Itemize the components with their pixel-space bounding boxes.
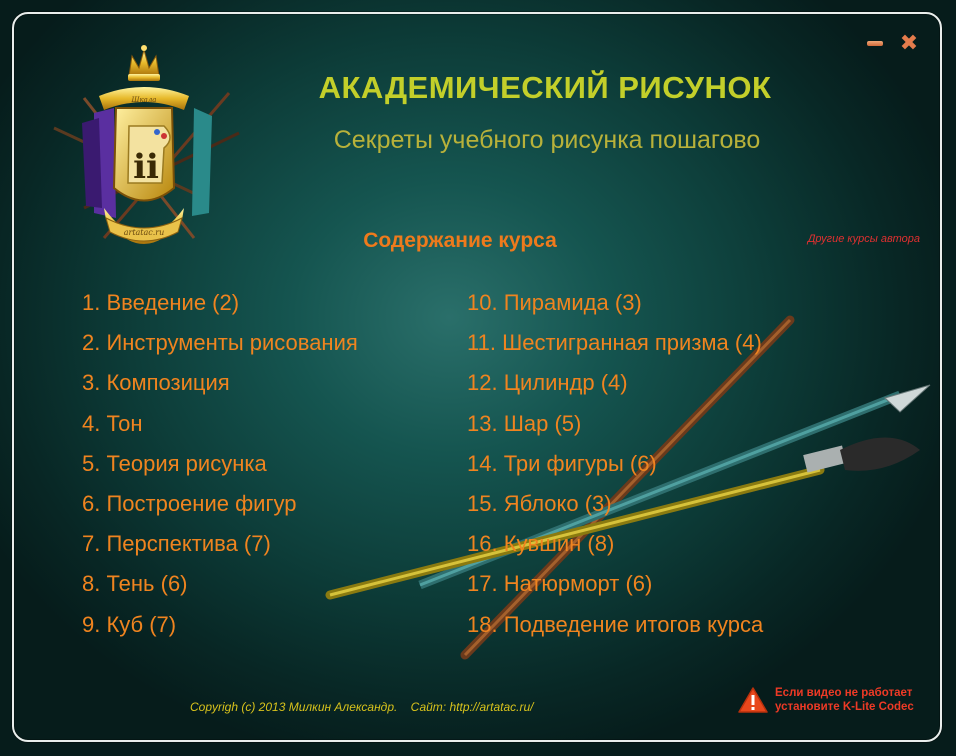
list-item[interactable]: 1. Введение (2)	[82, 290, 240, 315]
contents-list-left	[82, 289, 358, 651]
codec-warning-line2: установите K-Lite Codec	[775, 701, 914, 713]
list-item[interactable]: 3. Композиция	[82, 370, 230, 396]
list-item[interactable]: 10. Пирамида (3)	[467, 290, 642, 315]
codec-warning-line1: Если видео не работает	[775, 687, 913, 699]
list-item[interactable]: 14. Три фигуры (6)	[467, 450, 657, 476]
list-item[interactable]: 9. Куб (7)	[82, 611, 177, 637]
list-item[interactable]: 18. Подведение итогов курса	[467, 611, 764, 637]
list-item[interactable]: 12. Цилиндр (4)	[467, 370, 628, 396]
page-subtitle: Секреты учебного рисунка пошагово	[333, 126, 761, 154]
list-item[interactable]: 5. Теория рисунка	[82, 450, 267, 476]
page-title: АКАДЕМИЧЕСКИЙ РИСУНОК	[318, 70, 772, 105]
copyright-text: Copyrigh (c) 2013 Милкин Александр. Сайт: http://artatac.ru/	[190, 700, 534, 714]
list-item[interactable]: 4. Тон	[82, 410, 143, 436]
svg-text:Шкала: Шкала	[131, 96, 157, 104]
other-courses-link[interactable]: Другие курсы автора	[807, 233, 920, 245]
list-item[interactable]: 15. Яблоко (3)	[467, 490, 612, 516]
contents-list-right	[467, 289, 763, 651]
minimize-icon[interactable]	[866, 34, 884, 52]
list-item[interactable]: 8. Тень (6)	[82, 571, 188, 597]
crest-logo	[44, 38, 244, 256]
list-item[interactable]: 11. Шестигранная призма (4)	[467, 330, 762, 356]
close-icon[interactable]: ✖	[899, 31, 919, 56]
warning-icon	[737, 686, 769, 714]
list-item[interactable]: 2. Инструменты рисования	[82, 330, 358, 356]
list-item[interactable]: 17. Натюрморт (6)	[467, 571, 653, 597]
list-item[interactable]: 13. Шар (5)	[467, 410, 582, 436]
contents-heading: Содержание курса	[363, 229, 557, 252]
crown-icon	[128, 45, 160, 81]
svg-text:ii: ii	[133, 147, 159, 187]
list-item[interactable]: 7. Перспектива (7)	[82, 531, 271, 557]
codec-warning[interactable]	[775, 686, 914, 714]
svg-text:artatac.ru: artatac.ru	[123, 228, 165, 237]
list-item[interactable]: 6. Построение фигур	[82, 490, 297, 516]
list-item[interactable]: 16. Кувшин (8)	[467, 531, 615, 557]
